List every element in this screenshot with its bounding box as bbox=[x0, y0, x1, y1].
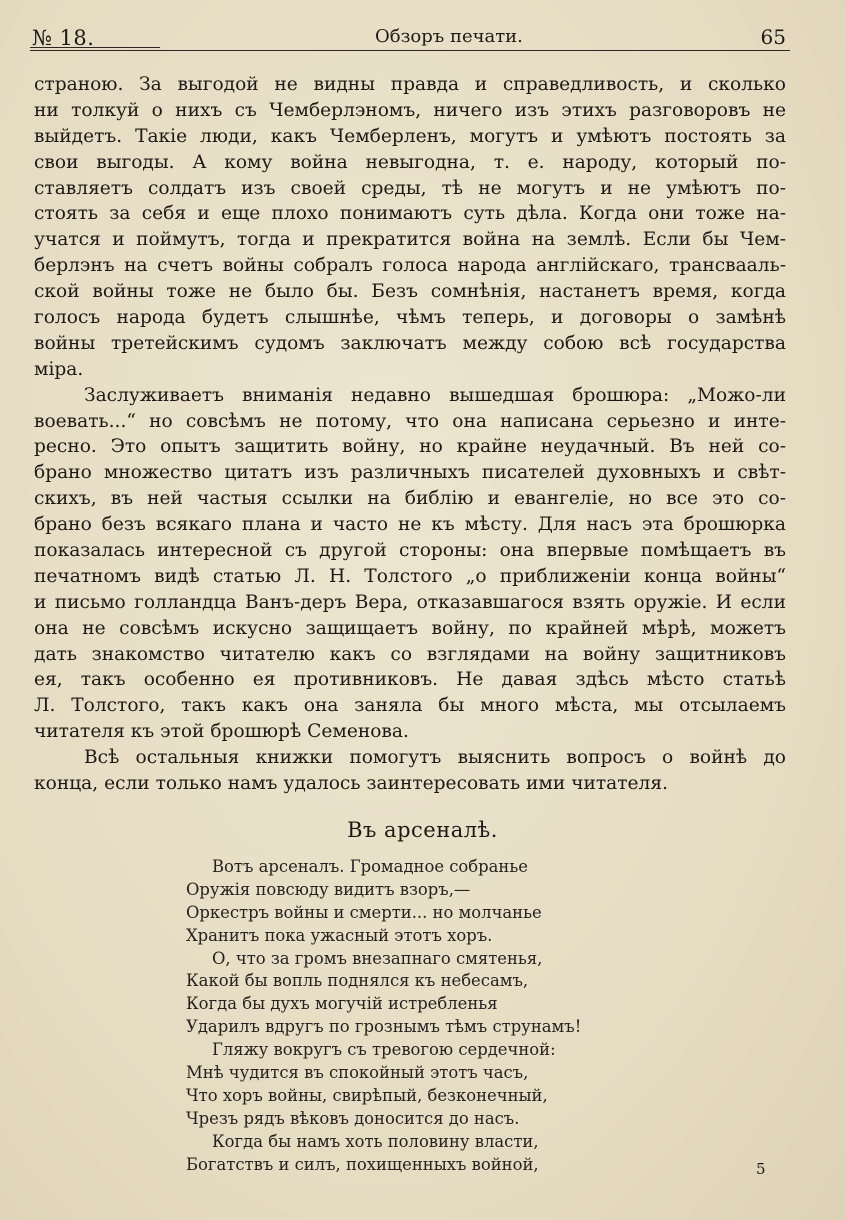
poem-line: Когда бы духъ могучій истребленья bbox=[186, 994, 498, 1014]
poem-title: Въ арсеналѣ. bbox=[347, 818, 498, 842]
header-short-rule bbox=[30, 47, 160, 48]
poem-line: Чрезъ рядъ вѣковъ доносится до насъ. bbox=[186, 1108, 520, 1128]
text-line: міра. bbox=[34, 358, 84, 380]
page-number: 65 bbox=[760, 25, 786, 49]
text-line: стоять за себя и еще плохо понимаютъ суть дѣла. Когда они тоже на- bbox=[34, 203, 786, 225]
text-line: ея, такъ особенно ея противниковъ. Не давая здѣсь мѣсто статьѣ bbox=[34, 669, 786, 691]
poem-line: Вотъ арсеналъ. Громадное собранье bbox=[212, 857, 528, 876]
text-line: Всѣ остальныя книжки помогутъ выяснить вопросъ о войнѣ до bbox=[84, 747, 786, 769]
header-rule bbox=[30, 50, 790, 51]
text-line: брано безъ всякаго плана и часто не къ мѣсту. Для насъ эта брошюрка bbox=[34, 514, 786, 536]
signature-mark: 5 bbox=[756, 1160, 766, 1178]
paragraph-2 bbox=[34, 383, 786, 745]
poem-line: Когда бы намъ хоть половину власти, bbox=[212, 1131, 539, 1151]
text-line: читателя къ этой брошюрѣ Семенова. bbox=[34, 721, 409, 743]
text-line: Л. Толстого, такъ какъ она заняла бы много мѣста, мы отсылаемъ bbox=[34, 695, 786, 717]
poem-line: Гляжу вокругъ съ тревогою сердечной: bbox=[212, 1040, 556, 1060]
text-line: она не совсѣмъ искусно защищаетъ войну, по крайней мѣрѣ, можетъ bbox=[34, 617, 786, 639]
paragraph-3 bbox=[34, 745, 786, 797]
poem-line: Богатствъ и силъ, похищенныхъ войной, bbox=[186, 1154, 539, 1174]
text-line: брано множество цитатъ изъ различныхъ писателей духовныхъ и свѣт- bbox=[34, 462, 786, 484]
text-line: войны третейскимъ судомъ заключатъ между собою всѣ государства bbox=[34, 332, 786, 354]
poem bbox=[186, 856, 746, 1176]
text-line: берлэнъ на счетъ войны собралъ голоса народа англійскаго, трансвааль- bbox=[34, 255, 786, 277]
text-line: дать знакомство читателю какъ со взглядами на войну защитниковъ bbox=[34, 643, 786, 665]
header-title: Обзоръ печати. bbox=[375, 26, 523, 47]
text-line: скихъ, въ ней частыя ссылки на библію и евангеліе, но все это со- bbox=[34, 488, 786, 510]
poem-line: Оркестръ войны и смерти... но молчанье bbox=[186, 902, 542, 922]
text-line: учатся и поймутъ, тогда и прекратится война на землѣ. Если бы Чем- bbox=[34, 229, 786, 251]
text-line: и письмо голландца Ванъ-деръ Вера, отказавшагося взять оружіе. И если bbox=[34, 591, 786, 613]
issue-number: № 18. bbox=[32, 26, 95, 50]
text-line: свои выгоды. А кому война невыгодна, т. е. народу, который по- bbox=[34, 151, 786, 173]
text-line: печатномъ видѣ статью Л. Н. Толстого „о приближеніи конца войны“ bbox=[34, 565, 786, 587]
running-header bbox=[30, 20, 790, 50]
text-line: ни толкуй о нихъ съ Чемберлэномъ, ничего изъ этихъ разговоровъ не bbox=[34, 99, 786, 121]
poem-line: О, что за громъ внезапнаго смятенья, bbox=[212, 948, 543, 968]
text-line: страною. За выгодой не видны правда и справедливость, и сколько bbox=[34, 74, 786, 95]
text-line: ресно. Это опытъ защитить войну, но крайне неудачный. Въ ней со- bbox=[34, 436, 786, 458]
poem-line: Ударилъ вдругъ по грознымъ тѣмъ струнамъ! bbox=[186, 1017, 582, 1037]
text-line: ставляетъ солдатъ изъ своей среды, тѣ не могутъ и не умѣютъ по- bbox=[34, 177, 786, 199]
text-line: ской войны тоже не было бы. Безъ сомнѣнія, настанетъ время, когда bbox=[34, 281, 786, 303]
text-line: голосъ народа будетъ слышнѣе, чѣмъ теперь, и договоры о замѣнѣ bbox=[34, 307, 786, 329]
poem-line: Хранитъ пока ужасный этотъ хоръ. bbox=[186, 925, 493, 945]
text-line: показалась интересной съ другой стороны: она впервые помѣщаетъ въ bbox=[34, 540, 786, 562]
body-text bbox=[34, 72, 786, 797]
text-line: конца, если только намъ удалось заинтересовать ими читателя. bbox=[34, 773, 669, 795]
poem-line: Оружія повсюду видитъ взоръ,— bbox=[186, 879, 471, 899]
poem-line: Мнѣ чудится въ спокойный этотъ часъ, bbox=[186, 1063, 529, 1083]
poem-line: Что хоръ войны, свирѣпый, безконечный, bbox=[186, 1085, 548, 1105]
text-line: выйдетъ. Такіе люди, какъ Чемберленъ, могутъ и умѣютъ постоять за bbox=[34, 125, 786, 147]
text-line: Заслуживаетъ вниманія недавно вышедшая брошюра: „Можо-ли bbox=[84, 384, 786, 406]
paragraph-1 bbox=[34, 72, 786, 383]
text-line: воевать...“ но совсѣмъ не потому, что она написана серьезно и инте- bbox=[34, 410, 786, 432]
poem-line: Какой бы вопль поднялся къ небесамъ, bbox=[186, 971, 529, 991]
